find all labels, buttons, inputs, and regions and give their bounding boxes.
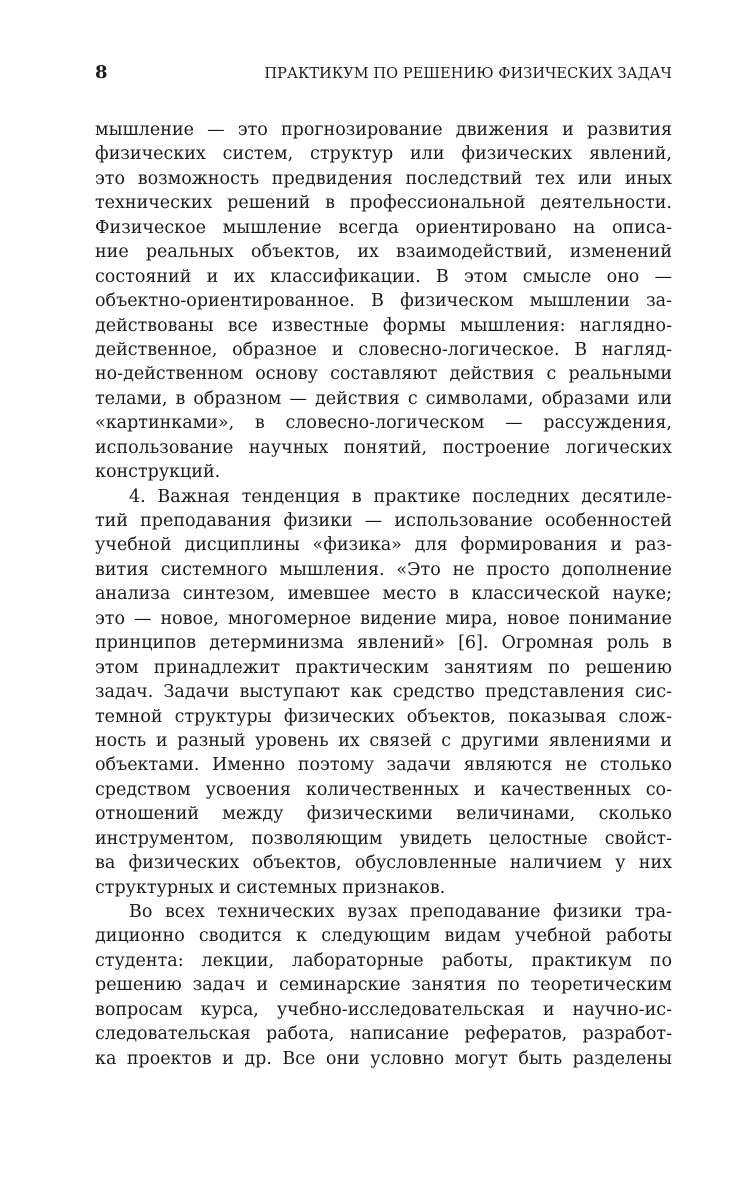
text-line: действенное, образное и словесно-логическое. В нагляд-: [95, 339, 672, 360]
text-line: ка проектов и др. Все они условно могут быть разделены: [95, 1048, 672, 1069]
text-line: ние реальных объектов, их взаимодействий, изменений: [95, 242, 672, 263]
text-line: структурных и системных признаков.: [95, 877, 446, 898]
text-line: телами, в образном — действия с символами, образами или: [95, 388, 672, 409]
text-line: объектами. Именно поэтому задачи являются не столько: [95, 755, 672, 776]
text-line: этом принадлежит практическим занятиям по решению: [95, 657, 672, 678]
text-line: физических систем, структур или физических явлений,: [95, 144, 672, 165]
text-line: объектно-ориентированное. В физическом мышлении за-: [95, 291, 672, 312]
text-line: задач. Задачи выступают как средство представления сис-: [95, 682, 672, 703]
text-line: это возможность предвидения последствий тех или иных: [95, 168, 672, 189]
text-line: технических решений в профессиональной деятельности.: [95, 193, 672, 214]
running-head: [95, 62, 672, 92]
text-line: Физическое мышление всегда ориентировано на описа-: [95, 217, 672, 238]
paragraph: [95, 118, 672, 485]
text-line: конструкций.: [95, 462, 221, 483]
text-line: использование научных понятий, построение логических: [95, 437, 672, 458]
text-line: «картинками», в словесно-логическом — рассуждения,: [95, 413, 672, 434]
text-line: учебной дисциплины «физика» для формирования и раз-: [95, 535, 672, 556]
text-line: Во всех технических вузах преподавание физики тра-: [129, 902, 672, 922]
text-line: это — новое, многомерное видение мира, новое понимание: [95, 608, 672, 629]
book-page: [95, 62, 672, 1071]
text-line: но-действенном основу составляют действия с реальными: [95, 364, 672, 385]
text-line: инструментом, позволяющим увидеть целостные свойст-: [95, 828, 672, 849]
text-line: принципов детерминизма явлений» [6]. Огромная роль в: [95, 633, 672, 654]
text-line: 4. Важная тенденция в практике последних десятиле-: [129, 486, 672, 507]
body-text: [95, 118, 672, 1071]
running-title: ПРАКТИКУМ ПО РЕШЕНИЮ ФИЗИЧЕСКИХ ЗАДАЧ: [264, 66, 672, 82]
text-line: вопросам курса, учебно-исследовательская и научно-ис-: [95, 999, 672, 1020]
text-line: диционно сводится к следующим видам учебной работы: [95, 926, 672, 947]
text-line: ность и разный уровень их связей с другими явлениями и: [95, 730, 672, 751]
text-line: следовательская работа, написание рефератов, разработ-: [95, 1024, 672, 1045]
text-line: действованы все известные формы мышления: наглядно-: [95, 315, 672, 336]
text-line: мышление — это прогнозирование движения и развития: [95, 120, 672, 140]
page-number: 8: [95, 62, 108, 83]
text-line: решению задач и семинарские занятия по теоретическим: [95, 975, 672, 996]
text-line: анализа синтезом, имевшее место в классической науке;: [95, 584, 672, 605]
text-line: отношений между физическими величинами, сколько: [95, 804, 672, 825]
text-line: темной структуры физических объектов, показывая слож-: [95, 706, 672, 727]
text-line: средством усвоения количественных и качественных со-: [95, 779, 672, 800]
text-line: состояний и их классификации. В этом смысле оно —: [95, 266, 672, 287]
text-line: вития системного мышления. «Это не просто дополнение: [95, 559, 672, 580]
text-line: студента: лекции, лабораторные работы, практикум по: [95, 950, 672, 971]
paragraph: [95, 900, 672, 1071]
text-line: ва физических объектов, обусловленные наличием у них: [95, 853, 672, 874]
text-line: тий преподавания физики — использование особенностей: [95, 511, 672, 531]
paragraph: [95, 485, 672, 900]
